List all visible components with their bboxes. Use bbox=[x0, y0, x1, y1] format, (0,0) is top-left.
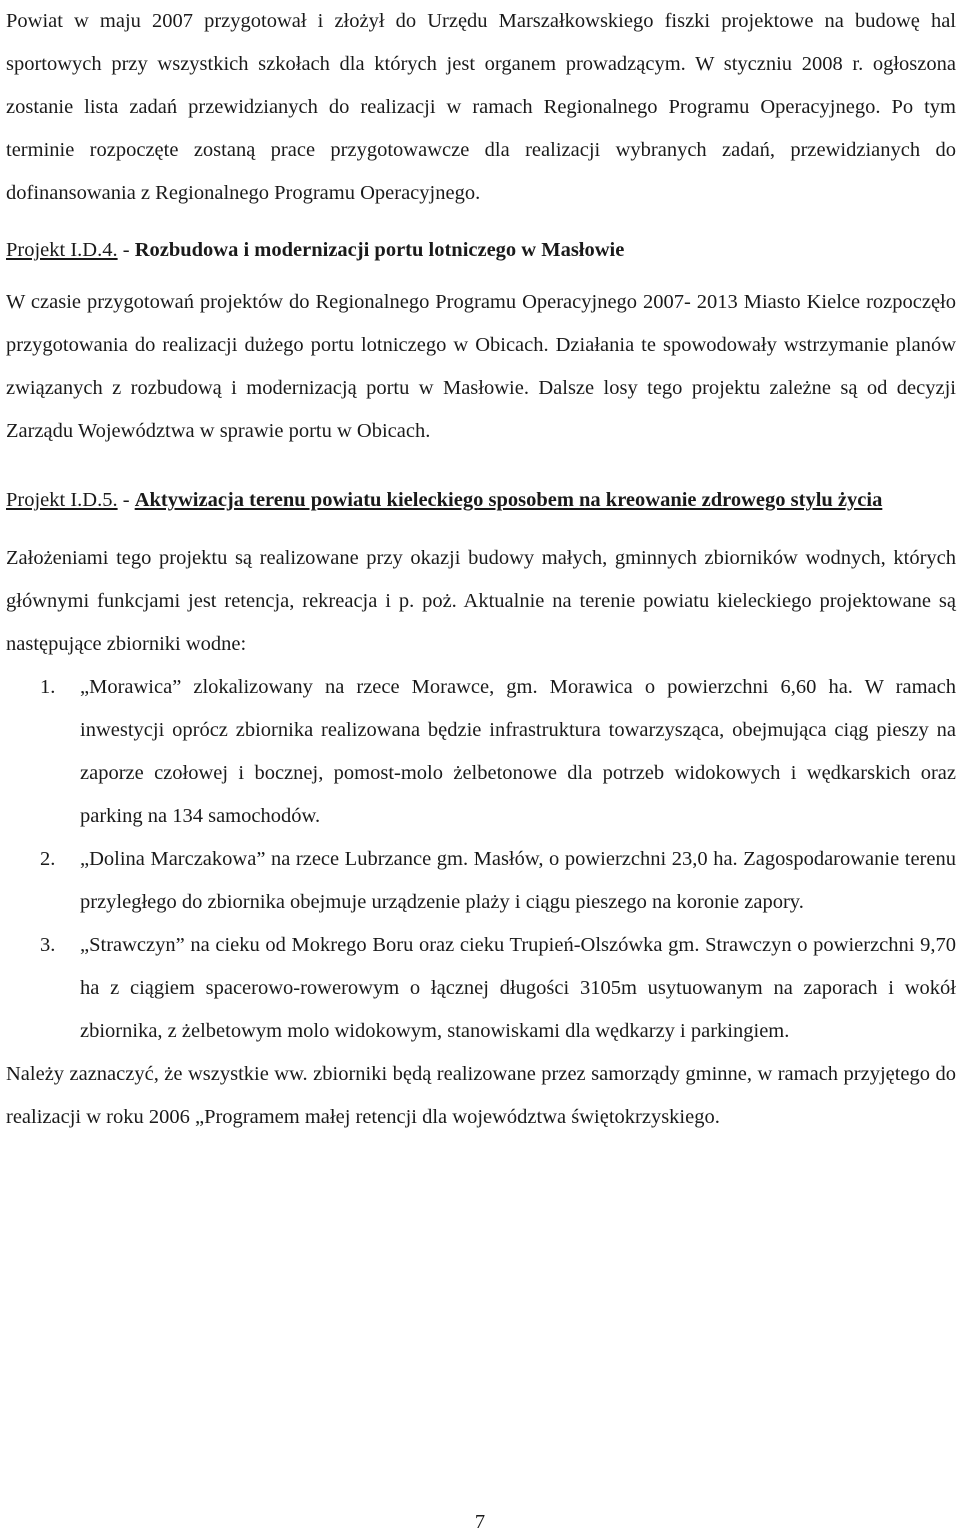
list-item-text: „Strawczyn” na cieku od Mokrego Boru oraz cieku Trupień-Olszówka gm. Strawczyn o powierzchni 9,70 ha z ciągiem spacerowo-rowerowym o łącznej długości 3105m usytuowanym na zaporach i wokół zbiornika, z żelbetowym molo widokowym, stanowiskami dla wędkarzy i parkingiem. bbox=[80, 934, 956, 1042]
project-5-heading bbox=[6, 485, 956, 515]
list-item-text: „Morawica” zlokalizowany na rzece Morawce, gm. Morawica o powierzchni 6,60 ha. W ramach inwestycji oprócz zbiornika realizowana będzie infrastruktura towarzysząca, obejmująca ciąg pieszy na zaporze czołowej i bocznej, pomost-molo żelbetonowe dla potrzeb widokowych i wędkarskich oraz parking na 134 samochodów. bbox=[80, 676, 956, 827]
intro-paragraph: Powiat w maju 2007 przygotował i złożył do Urzędu Marszałkowskiego fiszki projektowe na budowę hal sportowych przy wszystkich szkołach dla których jest organem prowadzącym. W styczniu 2008 r. ogłoszona zostanie lista zadań przewidzianych do realizacji w ramach Regionalnego Programu Operacyjnego. Po tym terminie rozpoczęte zostaną prace przygotowawcze dla realizacji wybranych zadań, przewidzianych do dofinansowania z Regionalnego Programu Operacyjnego. bbox=[6, 10, 956, 204]
project-4-body: W czasie przygotowań projektów do Regionalnego Programu Operacyjnego 2007- 2013 Miasto Kielce rozpoczęło przygotowania do realizacji dużego portu lotniczego w Obicach. Działania te spowodowały wstrzymanie planów związanych z rozbudową i modernizacją portu w Masłowie. Dalsze losy tego projektu zależne są od decyzji Zarządu Województwa w sprawie portu w Obicach. bbox=[6, 291, 956, 442]
list-item-number: 2. bbox=[40, 848, 56, 870]
project-4-heading bbox=[6, 235, 956, 265]
project-5-body: Założeniami tego projektu są realizowane przy okazji budowy małych, gminnych zbiorników wodnych, których głównymi funkcjami jest retencja, rekreacja i p. poż. Aktualnie na terenie powiatu kieleckiego projektowane są następujące zbiorniki wodne: bbox=[6, 547, 956, 655]
project-5-dash: - bbox=[117, 489, 135, 511]
list-item-number: 1. bbox=[40, 676, 56, 698]
list-item bbox=[6, 666, 956, 838]
project-4-title: Rozbudowa i modernizacji portu lotniczego w Masłowie bbox=[134, 239, 625, 261]
list-item-text: „Dolina Marczakowa” na rzece Lubrzance gm. Masłów, o powierzchni 23,0 ha. Zagospodarowanie terenu przyległego do zbiornika obejmuje urządzenie plaży i ciągu pieszego na koronie zapory. bbox=[80, 848, 956, 913]
project-5-code: Projekt I.D.5. bbox=[6, 489, 118, 511]
list-item-number: 3. bbox=[40, 934, 56, 956]
project-5-title: Aktywizacja terenu powiatu kieleckiego sposobem na kreowanie zdrowego stylu życia bbox=[134, 489, 883, 511]
list-item bbox=[6, 838, 956, 924]
closing-paragraph: Należy zaznaczyć, że wszystkie ww. zbiorniki będą realizowane przez samorządy gminne, w ramach przyjętego do realizacji w roku 2006 „Programem małej retencji dla województwa świętokrzyskiego. bbox=[6, 1063, 956, 1128]
page-number: 7 bbox=[474, 1511, 486, 1533]
list-item bbox=[6, 924, 956, 1053]
reservoir-list bbox=[6, 666, 956, 1053]
project-4-dash: - bbox=[117, 239, 135, 261]
document-page bbox=[6, 0, 956, 1139]
project-4-code: Projekt I.D.4. bbox=[6, 239, 118, 261]
